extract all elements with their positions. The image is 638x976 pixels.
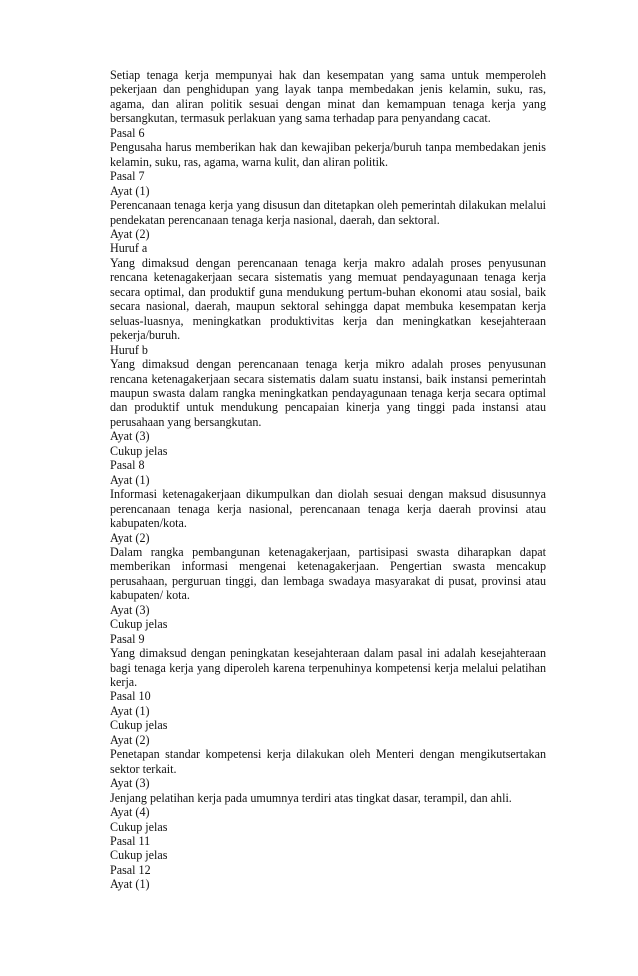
huruf-heading: Huruf a <box>110 241 148 256</box>
ayat-heading: Ayat (4) <box>110 805 150 820</box>
note-line: Cukup jelas <box>110 443 168 458</box>
body-paragraph: Penetapan standar kompetensi kerja dilakukan oleh Menteri dengan mengikutsertakan sektor terkait. <box>110 747 546 776</box>
ayat-heading: Ayat (1) <box>110 877 150 892</box>
pasal-heading: Pasal 10 <box>110 689 151 704</box>
note-line: Cukup jelas <box>110 848 168 863</box>
body-paragraph: Informasi ketenagakerjaan dikumpulkan dan diolah sesuai dengan maksud disusunnya perencanaan tenaga kerja nasional, perencanaan tenaga kerja daerah provinsi atau kabupaten/kota. <box>110 487 546 531</box>
body-paragraph: Jenjang pelatihan kerja pada umumnya terdiri atas tingkat dasar, terampil, dan ahli. <box>110 790 512 805</box>
ayat-heading: Ayat (2) <box>110 226 150 241</box>
note-line: Cukup jelas <box>110 617 168 632</box>
pasal-heading: Pasal 8 <box>110 458 145 473</box>
huruf-heading: Huruf b <box>110 342 148 357</box>
pasal-heading: Pasal 6 <box>110 125 145 140</box>
ayat-heading: Ayat (3) <box>110 602 150 617</box>
note-line: Cukup jelas <box>110 718 168 733</box>
ayat-heading: Ayat (3) <box>110 429 150 444</box>
body-paragraph: Yang dimaksud dengan perencanaan tenaga kerja mikro adalah proses penyusunan rencana ketenagakerjaan secara sistematis dalam suatu instansi, baik instansi pemerintah maupun swasta dalam rangka meningkatkan pendayagunaan tenaga kerja secara optimal dan produktif untuk mendukung pencapaian kinerja yang tinggi pada instansi atau perusahaan yang bersangkutan. <box>110 357 546 429</box>
body-paragraph: Perencanaan tenaga kerja yang disusun dan ditetapkan oleh pemerintah dilakukan melalui pendekatan perencanaan tenaga kerja nasional, daerah, dan sektoral. <box>110 198 546 227</box>
body-paragraph: Yang dimaksud dengan peningkatan kesejahteraan dalam pasal ini adalah kesejahteraan bagi tenaga kerja yang diperoleh karena terpenuhinya kompetensi kerja melalui pelatihan kerja. <box>110 646 546 690</box>
ayat-heading: Ayat (3) <box>110 776 150 791</box>
note-line: Cukup jelas <box>110 819 168 834</box>
pasal-heading: Pasal 12 <box>110 862 151 877</box>
body-paragraph: Pengusaha harus memberikan hak dan kewajiban pekerja/buruh tanpa membedakan jenis kelamin, suku, ras, agama, warna kulit, dan aliran politik. <box>110 140 546 169</box>
body-paragraph: Setiap tenaga kerja mempunyai hak dan kesempatan yang sama untuk memperoleh pekerjaan dan penghidupan yang layak tanpa membedakan jenis kelamin, suku, ras, agama, dan aliran politik sesuai dengan minat dan kemampuan tenaga kerja yang bersangkutan, termasuk perlakuan yang sama terhadap para penyandang cacat. <box>110 68 546 126</box>
pasal-heading: Pasal 11 <box>110 834 151 849</box>
ayat-heading: Ayat (1) <box>110 472 150 487</box>
ayat-heading: Ayat (1) <box>110 703 150 718</box>
ayat-heading: Ayat (1) <box>110 183 150 198</box>
ayat-heading: Ayat (2) <box>110 530 150 545</box>
document-page <box>110 68 546 892</box>
body-paragraph: Yang dimaksud dengan perencanaan tenaga kerja makro adalah proses penyusunan rencana ketenagakerjaan secara sistematis yang memuat pendayagunaan tenaga kerja secara optimal, dan produktif guna mendukung pertum-buhan ekonomi atau sosial, baik secara nasional, daerah, maupun sektoral sehingga dapat membuka kesempatan kerja seluas-luasnya, meningkatkan produktivitas kerja dan meningkatkan kesejahteraan pekerja/buruh. <box>110 255 546 343</box>
body-paragraph: Dalam rangka pembangunan ketenagakerjaan, partisipasi swasta diharapkan dapat memberikan informasi mengenai ketenagakerjaan. Pengertian swasta mencakup perusahaan, perguruan tinggi, dan lembaga swadaya masyarakat di pusat, provinsi atau kabupaten/ kota. <box>110 544 546 603</box>
pasal-heading: Pasal 9 <box>110 631 145 646</box>
ayat-heading: Ayat (2) <box>110 732 150 747</box>
pasal-heading: Pasal 7 <box>110 169 145 184</box>
